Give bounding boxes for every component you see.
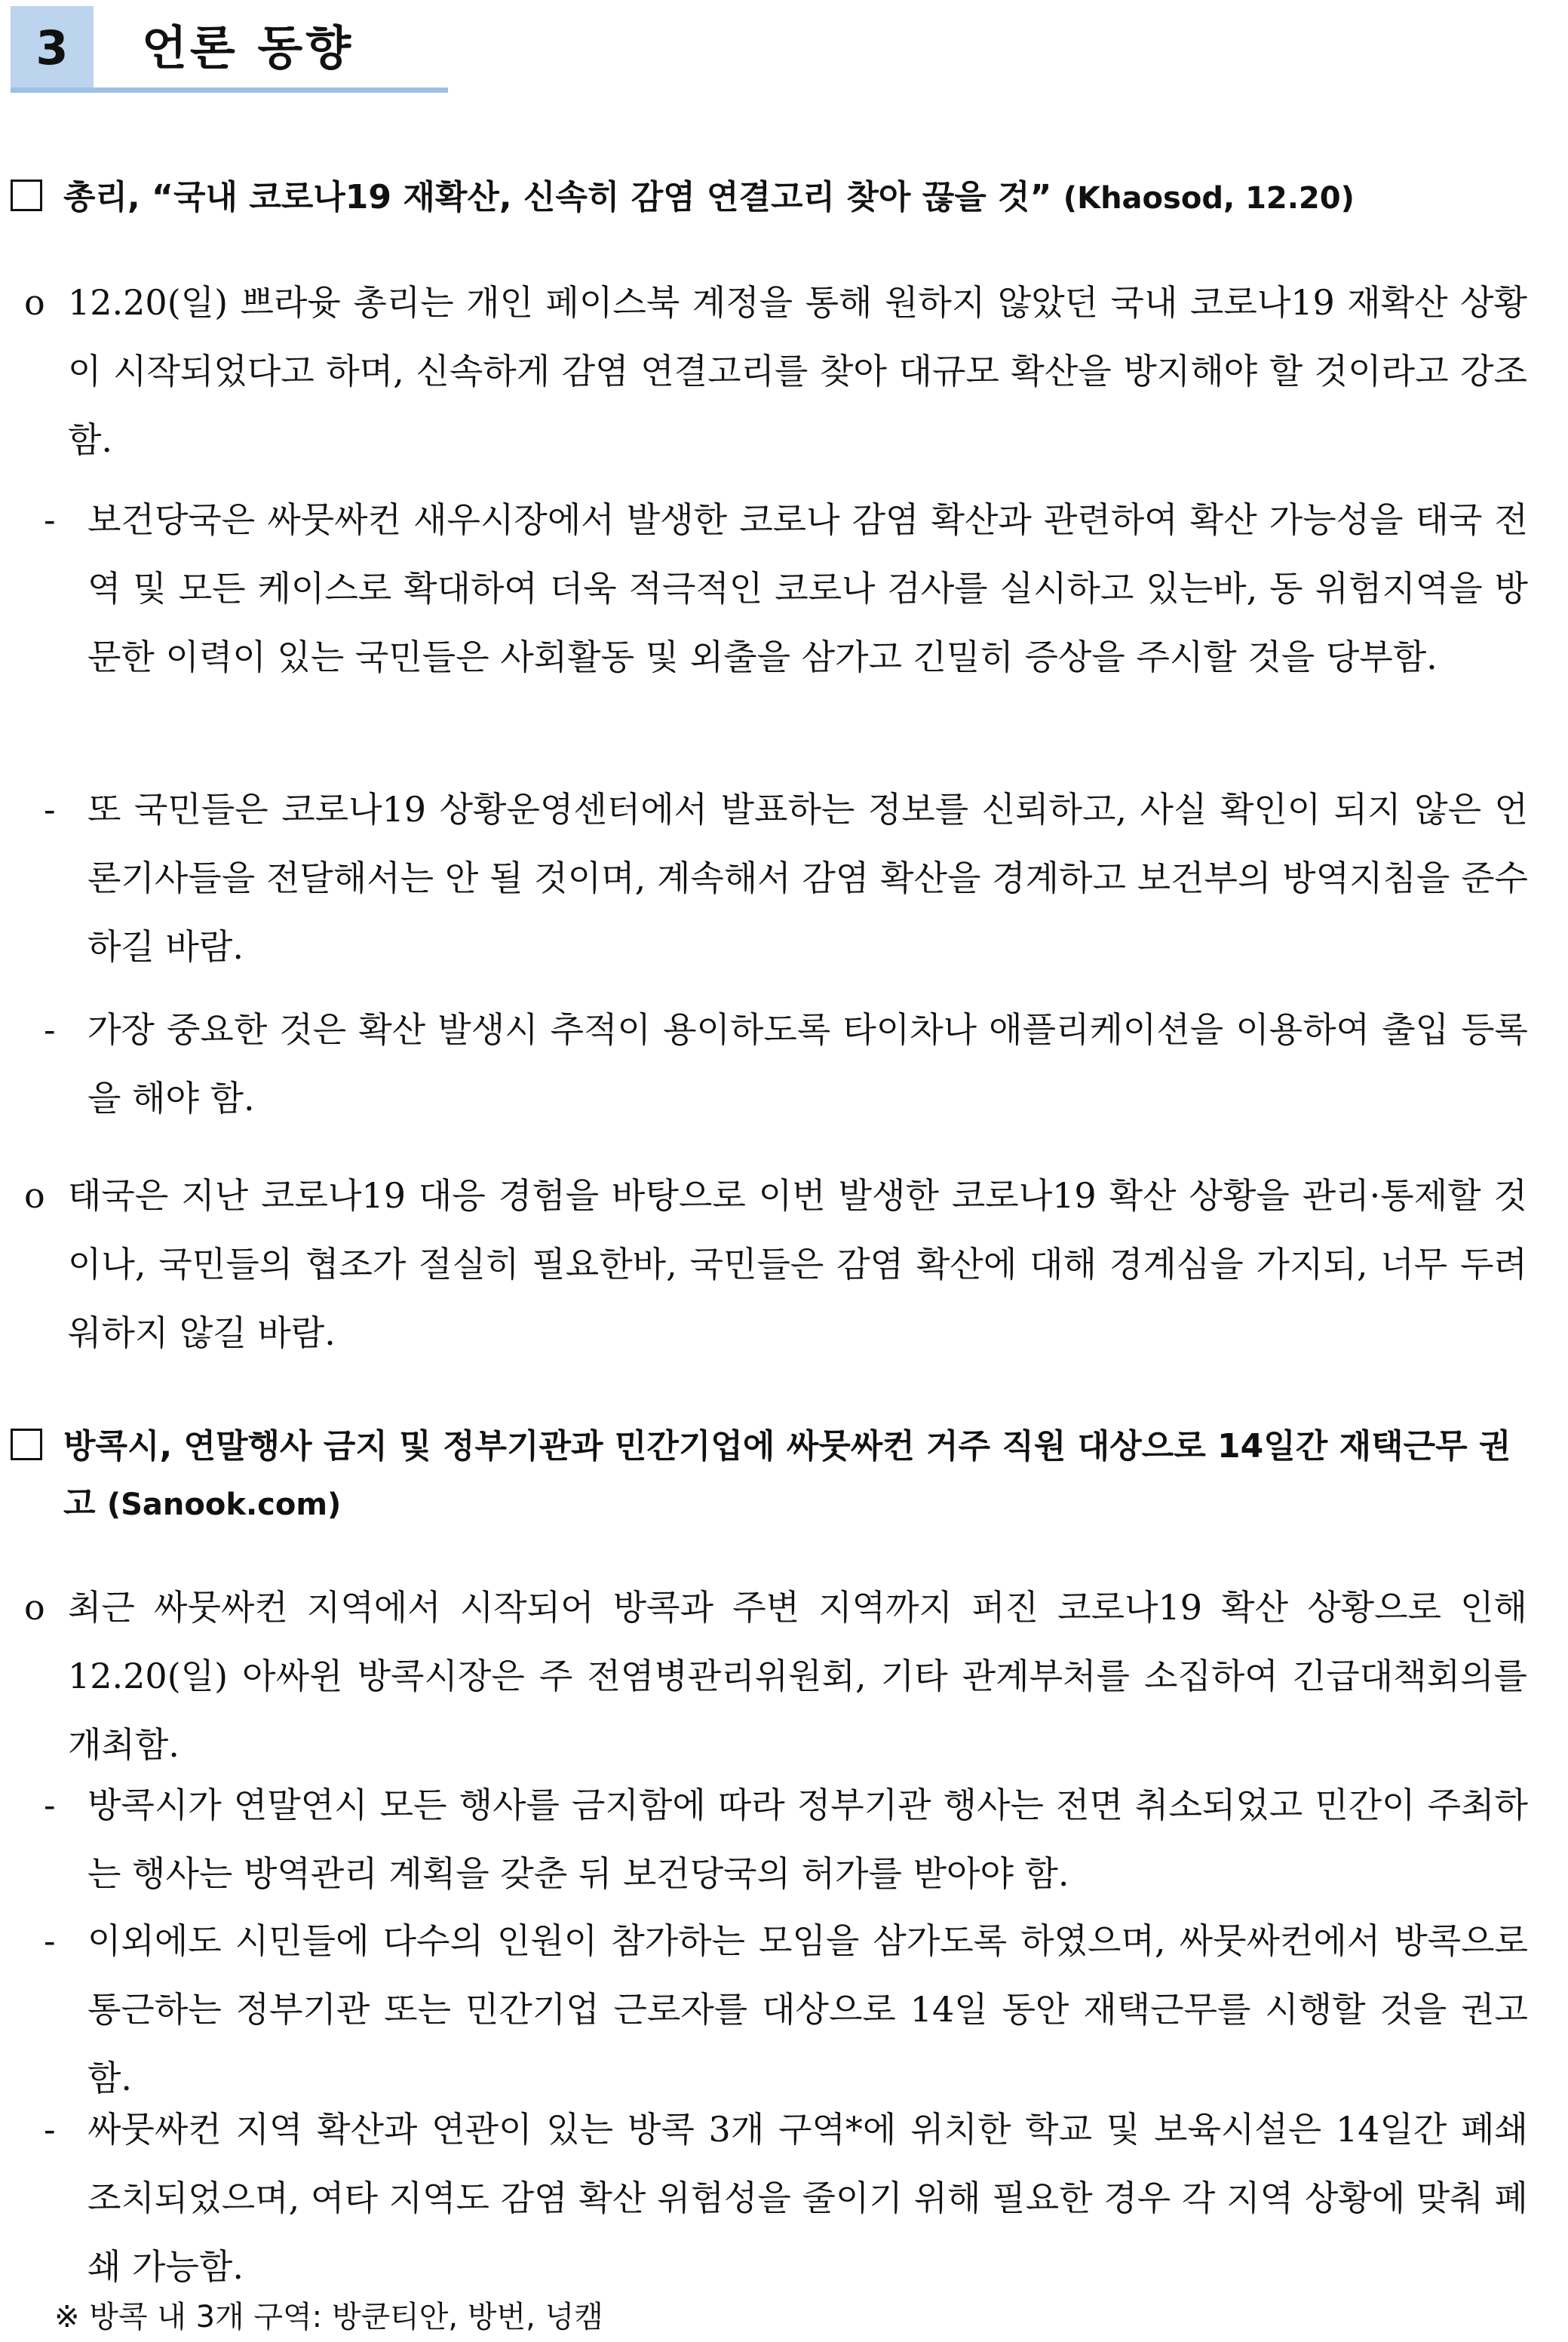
bullet-marker: o bbox=[24, 282, 45, 323]
headline-text: 방콕시, 연말행사 금지 및 정부기관과 민간기업에 싸뭇싸컨 거주 직원 대상으로 14일간 재택근무 권고 bbox=[63, 1427, 1511, 1523]
dash-marker: - bbox=[44, 1009, 56, 1050]
paragraph bbox=[44, 486, 1528, 692]
paragraph bbox=[44, 2095, 1528, 2301]
section-title: 언론 동향 bbox=[142, 20, 354, 75]
paragraph-text: 싸뭇싸컨 지역 확산과 연관이 있는 방콕 3개 구역*에 위치한 학교 및 보육시설은 14일간 폐쇄 조치되었으며, 여타 지역도 감염 확산 위험성을 줄이기 위해 필요한 경우 각 지역 상황에 맞춰 폐쇄 가능함. bbox=[87, 2109, 1528, 2287]
paragraph-text: 12.20(일) 쁘라윳 총리는 개인 페이스북 계정을 통해 원하지 않았던 국내 코로나19 재확산 상황이 시작되었다고 하며, 신속하게 감염 연결고리를 찾아 대규모 확산을 방지해야 할 것이라고 강조함. bbox=[68, 282, 1527, 460]
paragraph bbox=[44, 1771, 1528, 1908]
bullet-marker: o bbox=[24, 1175, 45, 1216]
bullet-marker: o bbox=[24, 1587, 45, 1628]
paragraph-text: 보건당국은 싸뭇싸컨 새우시장에서 발생한 코로나 감염 확산과 관련하여 확산 가능성을 태국 전역 및 모든 케이스로 확대하여 더욱 적극적인 코로나 검사를 실시하고 있는바, 동 위험지역을 방문한 이력이 있는 국민들은 사회활동 및 외출을 삼가고 긴밀히 증상을 주시할 것을 당부함. bbox=[87, 499, 1528, 677]
headline-source: (Sanook.com) bbox=[106, 1487, 342, 1522]
section-number: 3 bbox=[11, 6, 94, 91]
paragraph bbox=[44, 1907, 1528, 2113]
dash-marker: - bbox=[44, 1785, 56, 1825]
headline-text: 총리, “국내 코로나19 재확산, 신속히 감염 연결고리 찾아 끊을 것” bbox=[63, 178, 1052, 216]
paragraph-text: 또 국민들은 코로나19 상황운영센터에서 발표하는 정보를 신뢰하고, 사실 확인이 되지 않은 언론기사들을 전달해서는 안 될 것이며, 계속해서 감염 확산을 경계하고 보건부의 방역지침을 준수하길 바람. bbox=[87, 789, 1528, 967]
paragraph-text: 방콕시가 연말연시 모든 행사를 금지함에 따라 정부기관 행사는 전면 취소되었고 민간이 주최하는 행사는 방역관리 계획을 갖춘 뒤 보건당국의 허가를 받아야 함. bbox=[87, 1785, 1528, 1894]
dash-marker: - bbox=[44, 1920, 56, 1961]
checkbox-square-icon bbox=[11, 1429, 42, 1460]
checkbox-square-icon bbox=[11, 180, 42, 211]
dash-marker: - bbox=[44, 789, 56, 830]
paragraph-text: 태국은 지난 코로나19 대응 경험을 바탕으로 이번 발생한 코로나19 확산 상황을 관리·통제할 것이나, 국민들의 협조가 절실히 필요한바, 국민들은 감염 확산에 대해 경계심을 가지되, 너무 두려워하지 않길 바람. bbox=[68, 1175, 1527, 1353]
article-1-headline bbox=[11, 169, 1534, 227]
paragraph bbox=[24, 1162, 1527, 1367]
dash-marker: - bbox=[44, 2109, 56, 2150]
footnote: ※ 방콕 내 3개 구역: 방쿤티안, 방번, 넝캠 bbox=[54, 2300, 603, 2334]
paragraph bbox=[24, 1573, 1527, 1779]
paragraph bbox=[44, 775, 1528, 981]
dash-marker: - bbox=[44, 499, 56, 540]
headline-source: (Khaosod, 12.20) bbox=[1063, 181, 1355, 216]
paragraph-text: 가장 중요한 것은 확산 발생시 추적이 용이하도록 타이차나 애플리케이션을 이용하여 출입 등록을 해야 함. bbox=[87, 1009, 1528, 1119]
paragraph-text: 최근 싸뭇싸컨 지역에서 시작되어 방콕과 주변 지역까지 퍼진 코로나19 확산 상황으로 인해 12.20(일) 아싸윈 방콕시장은 주 전염병관리위원회, 기타 관계부처를 소집하여 긴급대책회의를 개최함. bbox=[68, 1587, 1527, 1765]
section-header bbox=[11, 6, 448, 91]
article-2-headline bbox=[11, 1418, 1534, 1533]
paragraph-text: 이외에도 시민들에 다수의 인원이 참가하는 모임을 삼가도록 하였으며, 싸뭇싸컨에서 방콕으로 통근하는 정부기관 또는 민간기업 근로자를 대상으로 14일 동안 재택근무를 시행할 것을 권고함. bbox=[87, 1920, 1528, 2098]
section-underline bbox=[11, 87, 448, 93]
paragraph bbox=[44, 996, 1528, 1133]
paragraph bbox=[24, 269, 1527, 474]
